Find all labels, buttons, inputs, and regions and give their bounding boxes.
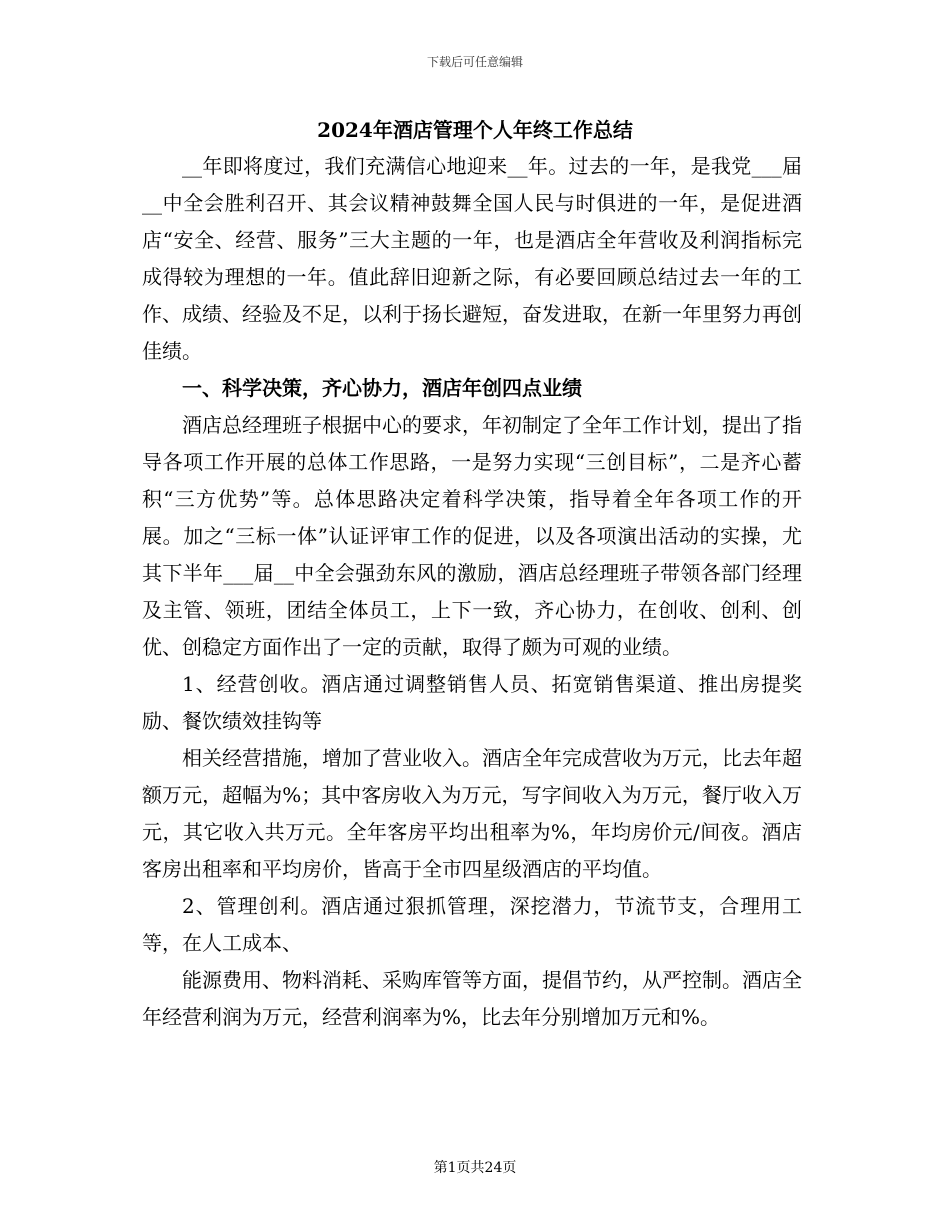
document-body	[142, 148, 802, 1036]
body-paragraph: 相关经营措施，增加了营业收入。酒店全年完成营收为万元，比去年超额万元，超幅为%；其中客房收入为万元，写字间收入为万元，餐厅收入万元，其它收入共万元。全年客房平均出租率为%，年均房价元/间夜。酒店客房出租率和平均房价，皆高于全市四星级酒店的平均值。	[142, 746, 802, 881]
body-paragraph: 酒店总经理班子根据中心的要求，年初制定了全年工作计划，提出了指导各项工作开展的总体工作思路，一是努力实现“三创目标”，二是齐心蓄积“三方优势”等。总体思路决定着科学决策，指导着全年各项工作的开展。加之“三标一体”认证评审工作的促进，以及各项演出活动的实操，尤其下半年___届__中全会强劲东风的激励，酒店总经理班子带领各部门经理及主管、领班，团结全体员工，上下一致，齐心协力，在创收、创利、创优、创稳定方面作出了一定的贡献，取得了颇为可观的业绩。	[142, 413, 802, 659]
document-title: 2024年酒店管理个人年终工作总结	[317, 118, 633, 142]
page-number-footer: 第1页共24页	[433, 1160, 517, 1176]
intro-paragraph: __年即将度过，我们充满信心地迎来__年。过去的一年，是我党___届__中全会胜利召开、其会议精神鼓舞全国人民与时俱进的一年，是促进酒店“安全、经营、服务”三大主题的一年，也是酒店全年营收及利润指标完成得较为理想的一年。值此辞旧迎新之际，有必要回顾总结过去一年的工作、成绩、经验及不足，以利于扬长避短，奋发进取，在新一年里努力再创佳绩。	[142, 154, 802, 363]
section-heading-1: 一、科学决策，齐心协力，酒店年创四点业绩	[182, 376, 582, 400]
body-paragraph: 能源费用、物料消耗、采购库管等方面，提倡节约，从严控制。酒店全年经营利润为万元，经营利润率为%，比去年分别增加万元和%。	[142, 968, 802, 1029]
header-note: 下载后可任意编辑	[426, 55, 523, 69]
body-paragraph: 2、管理创利。酒店通过狠抓管理，深挖潜力，节流节支，合理用工等，在人工成本、	[142, 894, 802, 955]
body-paragraph: 1、经营创收。酒店通过调整销售人员、拓宽销售渠道、推出房提奖励、餐饮绩效挂钩等	[142, 672, 802, 733]
